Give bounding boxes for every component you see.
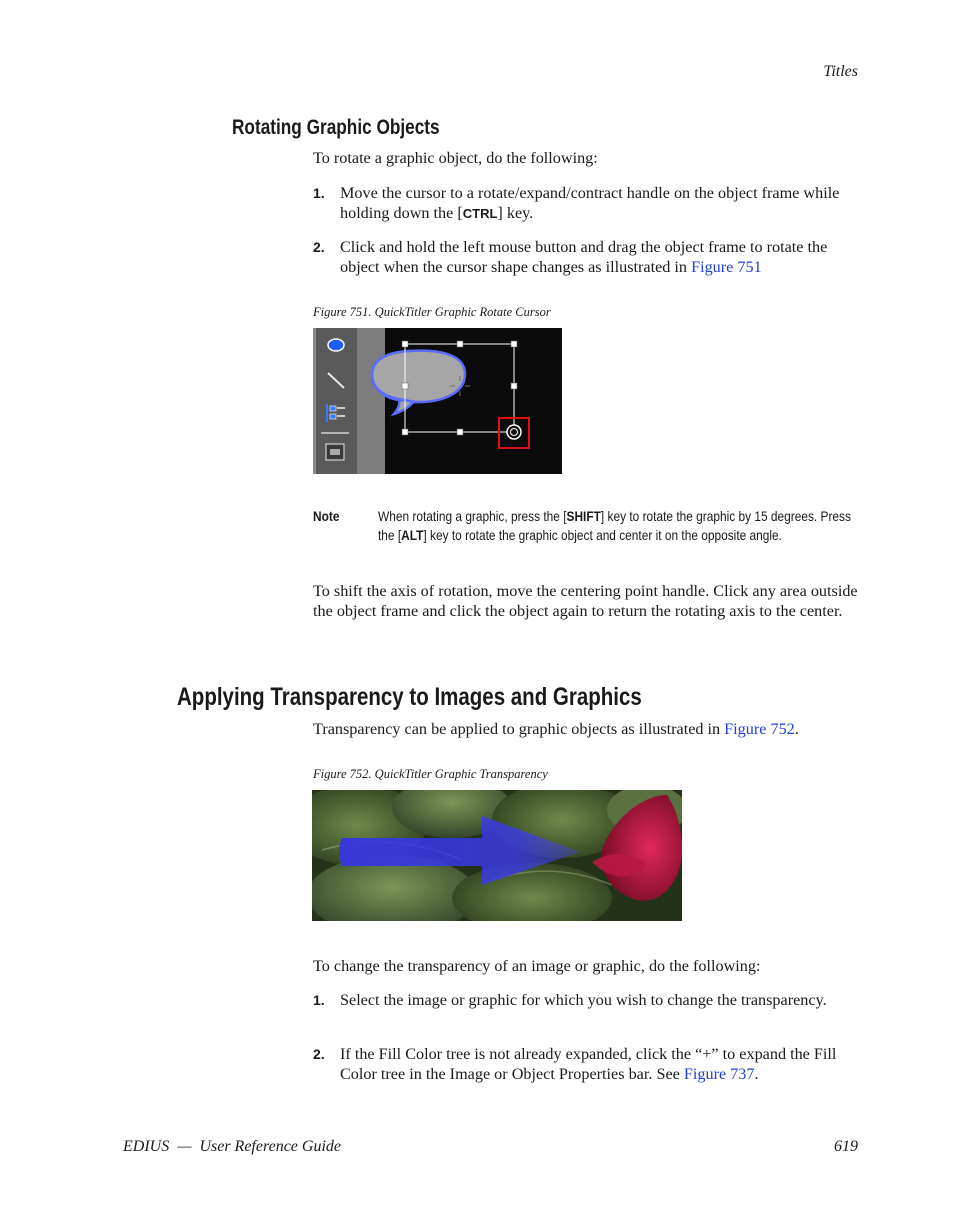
intro-text: Transparency can be applied to graphic objects as illustrated in <box>313 720 725 738</box>
shift-key: SHIFT <box>566 508 601 524</box>
step-number: 2. <box>313 1046 325 1062</box>
figure-752-link[interactable]: Figure 752 <box>724 720 795 738</box>
ellipse-tool-icon <box>328 339 344 351</box>
transparency-step-2 <box>313 1044 861 1084</box>
rotate-intro: To rotate a graphic object, do the following: <box>313 149 598 167</box>
ctrl-key: CTRL <box>462 206 498 221</box>
frame-tool-icon <box>326 444 344 460</box>
step-number: 1. <box>313 185 325 201</box>
section-heading-transparency: Applying Transparency to Images and Graphics <box>177 683 642 711</box>
figure-751-caption: Figure 751. QuickTitler Graphic Rotate Cursor <box>313 305 551 319</box>
step-text: If the Fill Color tree is not already expanded, click the “+” to expand the Fill Color tree in the Image or Object Properties bar. See <box>340 1045 837 1083</box>
step-text: Move the cursor to a rotate/expand/contract handle on the object frame while holding down the [ <box>340 184 840 222</box>
page-number: 619 <box>834 1138 858 1155</box>
step-text-end: ] key. <box>497 204 534 222</box>
rotate-step-1 <box>313 183 861 224</box>
intro-text-end: . <box>794 720 799 738</box>
figure-752-caption: Figure 752. QuickTitler Graphic Transparency <box>313 767 548 781</box>
alt-key: ALT <box>401 526 424 543</box>
section-heading-rotating: Rotating Graphic Objects <box>232 116 440 139</box>
rotation-axis-paragraph: To shift the axis of rotation, move the centering point handle. Click any area outside the object frame and click the object again to return the rotating axis to the center. <box>313 582 858 620</box>
step-text: Click and hold the left mouse button and drag the object frame to rotate the object when the cursor shape changes as illustrated in <box>340 238 828 276</box>
footer-title: EDIUS — User Reference Guide <box>123 1138 342 1155</box>
figure-751-link[interactable]: Figure 751 <box>691 258 762 276</box>
step-text-end: . <box>754 1065 759 1083</box>
note-text <box>378 507 854 544</box>
step-number: 1. <box>313 992 325 1008</box>
note-text-part: When rotating a graphic, press the [ <box>378 508 567 524</box>
step-number: 2. <box>313 239 325 255</box>
rotate-cursor-illustration <box>313 328 562 474</box>
figure-737-link[interactable]: Figure 737 <box>683 1065 755 1083</box>
transparency-intro <box>313 719 861 739</box>
figure-751-image <box>313 328 562 474</box>
rotate-step-2 <box>313 237 861 277</box>
transparency-step-1 <box>313 990 861 1010</box>
speech-bubble-graphic <box>372 351 465 414</box>
note-text-part: ] key to rotate the graphic object and center it on the opposite angle. <box>423 526 782 543</box>
note-label: Note <box>313 508 340 524</box>
step-text: Select the image or graphic for which you wish to change the transparency. <box>340 991 827 1009</box>
transparency-illustration <box>312 790 682 921</box>
figure-752-image <box>312 790 682 921</box>
transparency-lead: To change the transparency of an image or graphic, do the following: <box>313 957 761 975</box>
running-header: Titles <box>823 63 858 80</box>
note-text-part: ] key to rotate the graphic by 15 degrees. Press the [ <box>378 508 851 543</box>
